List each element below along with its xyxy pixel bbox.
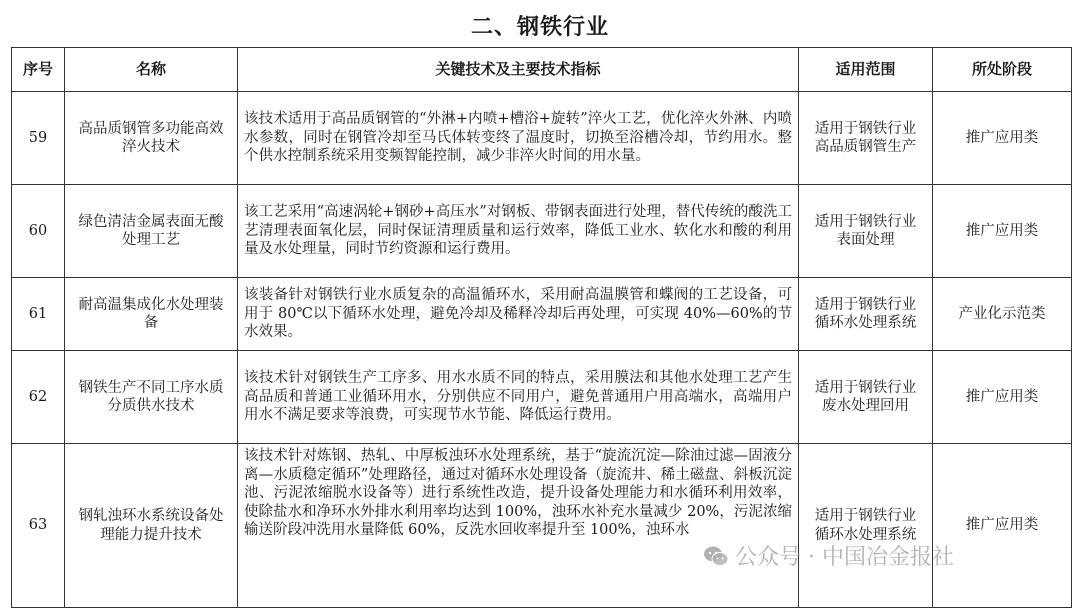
tech-scope: 适用于钢铁行业循环水处理系统 bbox=[799, 444, 933, 608]
tech-scope: 适用于钢铁行业表面处理 bbox=[799, 185, 933, 278]
table-row bbox=[12, 185, 1072, 278]
tech-stage: 推广应用类 bbox=[933, 351, 1072, 444]
tech-name: 绿色清洁金属表面无酸处理工艺 bbox=[65, 185, 238, 278]
page-title: 二、钢铁行业 bbox=[470, 15, 609, 40]
table-row bbox=[12, 278, 1072, 351]
tech-name: 耐高温集成化水处理装备 bbox=[65, 278, 238, 351]
row-number: 59 bbox=[12, 92, 65, 185]
wechat-icon bbox=[703, 545, 729, 567]
table-header-row bbox=[12, 48, 1072, 92]
tech-description: 该工艺采用“高速涡轮+钢砂+高压水”对钢板、带钢表面进行处理，替代传统的酸洗工艺清理表面氧化层，同时保证清理质量和运行效率，降低工业水、软化水和酸的利用量及水处理量，同时节约资源和运行费用。 bbox=[238, 185, 799, 278]
table-row bbox=[12, 351, 1072, 444]
tech-name: 钢轧浊环水系统设备处理能力提升技术 bbox=[65, 444, 238, 608]
row-number: 62 bbox=[12, 351, 65, 444]
tech-table bbox=[11, 47, 1072, 608]
tech-description: 该装备针对钢铁行业水质复杂的高温循环水，采用耐高温膜管和蝶阀的工艺设备，可用于 80℃以下循环水处理，避免冷却及稀释冷却后再处理，可实现 40%—60%的节水效果。 bbox=[238, 278, 799, 351]
tech-name: 钢铁生产不同工序水质分质供水技术 bbox=[65, 351, 238, 444]
header-stage: 所处阶段 bbox=[933, 48, 1072, 92]
tech-description: 该技术适用于高品质钢管的“外淋+内喷+槽浴+旋转”淬火工艺，优化淬火外淋、内喷水参数，同时在钢管冷却至马氏体转变终了温度时，切换至浴槽冷却，节约用水。整个供水控制系统采用变频智能控制，减少非淬火时间的用水量。 bbox=[238, 92, 799, 185]
tech-description: 该技术针对钢铁生产工序多、用水水质不同的特点，采用膜法和其他水处理工艺产生高品质和普通工业循环用水，分别供应不同用户，避免普通用户用高端水，高端用户用水不满足要求等浪费，可实现节水节能、降低运行费用。 bbox=[238, 351, 799, 444]
tech-scope: 适用于钢铁行业循环水处理系统 bbox=[799, 278, 933, 351]
header-desc: 关键技术及主要技术指标 bbox=[238, 48, 799, 92]
tech-scope: 适用于钢铁行业高品质钢管生产 bbox=[799, 92, 933, 185]
row-number: 63 bbox=[12, 444, 65, 608]
header-scope: 适用范围 bbox=[799, 48, 933, 92]
tech-scope: 适用于钢铁行业废水处理回用 bbox=[799, 351, 933, 444]
header-name: 名称 bbox=[65, 48, 238, 92]
tech-name: 高品质钢管多功能高效淬火技术 bbox=[65, 92, 238, 185]
tech-description: 该技术针对炼钢、热轧、中厚板浊环水处理系统，基于“旋流沉淀—除油过滤—固液分离—水质稳定循环”处理路径，通过对循环水处理设备（旋流井、稀土磁盘、斜板沉淀池、污泥浓缩脱水设备等）进行系统性改造，提升设备处理能力和水循环利用效率，使除盐水和净环水外排水利用率均达到 100%，浊环水补充水量减少 20%，污泥浓缩输送阶段冲洗用水量降低 60%，反洗水回收率提升至 100%，浊环水 bbox=[238, 444, 799, 608]
row-number: 61 bbox=[12, 278, 65, 351]
tech-stage: 推广应用类 bbox=[933, 185, 1072, 278]
header-no: 序号 bbox=[12, 48, 65, 92]
tech-stage: 推广应用类 bbox=[933, 444, 1072, 608]
table-row bbox=[12, 92, 1072, 185]
watermark bbox=[703, 540, 954, 571]
row-number: 60 bbox=[12, 185, 65, 278]
table-row bbox=[12, 444, 1072, 608]
watermark-text: 公众号 · 中国冶金报社 bbox=[735, 545, 954, 570]
tech-stage: 产业化示范类 bbox=[933, 278, 1072, 351]
tech-stage: 推广应用类 bbox=[933, 92, 1072, 185]
